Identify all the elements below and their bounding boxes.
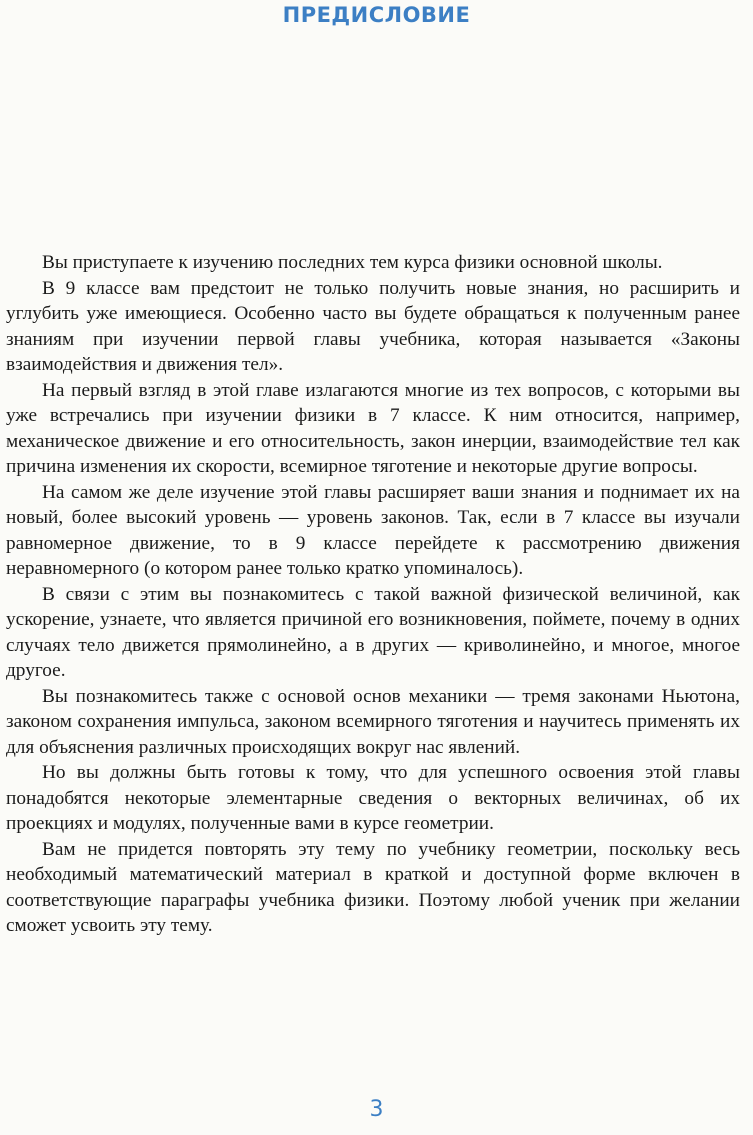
preface-body [6,250,740,939]
paragraph-6: Вы познакомитесь также с основой основ механики — тремя законами Ньютона, законом сохранения импульса, законом всемирного тяготения и научитесь применять их для объяснения различных происходящих вокруг нас явлений. [6,685,740,758]
paragraph-2: В 9 классе вам предстоит не только получить новые знания, но расширить и углубить уже имеющиеся. Особенно часто вы будете обращаться к полученным ранее знаниям при изучении первой главы учебника, которая называется «Законы взаимодействия и движения тел». [6,277,740,375]
paragraph-4: На самом же деле изучение этой главы расширяет ваши знания и поднимает их на новый, более высокий уровень — уровень законов. Так, если в 7 классе вы изучали равномерное движение, то в 9 классе перейдете к рассмотрению движения неравномерного (о котором ранее только кратко упоминалось). [6,481,740,579]
paragraph-3: На первый взгляд в этой главе излагаются многие из тех вопросов, с которыми вы уже встречались при изучении физики в 7 классе. К ним относится, например, механическое движение и его относительность, закон инерции, взаимодействие тел как причина изменения их скорости, всемирное тяготение и некоторые другие вопросы. [6,379,740,477]
paragraph-1: Вы приступаете к изучению последних тем курса физики основной школы. [42,252,663,273]
paragraph-7: Но вы должны быть готовы к тому, что для успешного освоения этой главы понадобятся некоторые элементарные сведения о векторных величинах, об их проекциях и модулях, полученные вами в курсе геометрии. [6,762,740,834]
paragraph-8: Вам не придется повторять эту тему по учебнику геометрии, поскольку весь необходимый математический материал в краткой и доступной форме включен в соответствующие параграфы учебника физики. Поэтому любой ученик при желании сможет усвоить эту тему. [6,838,740,936]
page-title: ПРЕДИСЛОВИЕ [282,3,471,27]
page-number: 3 [369,1097,384,1122]
paragraph-5: В связи с этим вы познакомитесь с такой важной физической величиной, как ускорение, узнаете, что является причиной его возникновения, поймете, почему в одних случаях тело движется прямолинейно, а в других — криволинейно, и многое, многое другое. [6,583,740,681]
